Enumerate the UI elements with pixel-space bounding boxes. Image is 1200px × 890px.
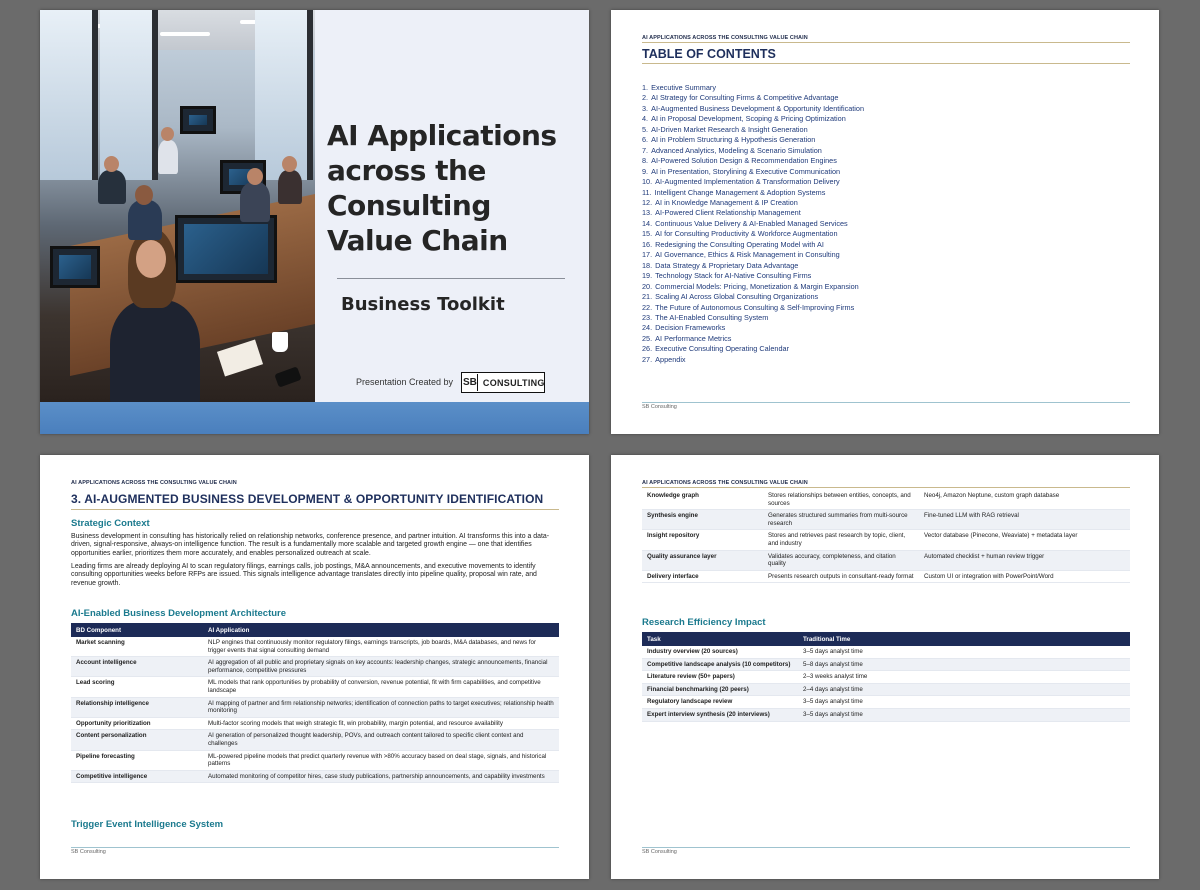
table-cell: Automated monitoring of competitor hires, case study publications, partnership announcements, and capability investments [203, 770, 559, 783]
table-cell: 3–5 days analyst time [798, 696, 1130, 709]
toc-item-label: AI-Augmented Implementation & Transformation Delivery [655, 177, 840, 187]
office-photo [40, 10, 315, 402]
table-cell: Stores relationships between entities, concepts, and sources [763, 490, 919, 510]
toc-item-number: 21. [642, 292, 653, 302]
row-label-cell: Synthesis engine [642, 510, 763, 530]
toc-item-label: The AI-Enabled Consulting System [655, 312, 769, 322]
table-cell: AI generation of personalized thought leadership, POVs, and outreach content tailored to specific client context and challenges [203, 730, 559, 750]
toc-item[interactable] [642, 344, 864, 354]
toc-item[interactable] [642, 303, 864, 313]
table-row [642, 550, 1130, 570]
footer-text: SB Consulting [642, 404, 677, 410]
table-cell: Fine-tuned LLM with RAG retrieval [919, 510, 1130, 530]
row-label-cell: Knowledge graph [642, 490, 763, 510]
table-cell: NLP engines that continuously monitor regulatory filings, earnings transcripts, job boards, M&A databases, and news for trigger events that signal consulting demand [203, 637, 559, 657]
section-title: 3. AI-AUGMENTED BUSINESS DEVELOPMENT & OPPORTUNITY IDENTIFICATION [71, 492, 544, 506]
table-row [71, 770, 559, 783]
toc-item[interactable] [642, 125, 864, 135]
toc-item-number: 2. [642, 93, 649, 103]
column-header: Task [642, 632, 798, 646]
toc-item[interactable] [642, 83, 864, 93]
table-row [71, 717, 559, 730]
footer-rule [642, 847, 1130, 848]
toc-item-number: 17. [642, 250, 653, 260]
sb-consulting-logo [461, 372, 545, 393]
row-label-cell: Account intelligence [71, 657, 203, 677]
toc-item[interactable] [642, 355, 864, 365]
toc-page [611, 10, 1159, 434]
toc-item-number: 4. [642, 114, 649, 124]
strategic-context-heading: Strategic Context [71, 518, 150, 529]
table-row [642, 646, 1130, 658]
table-row [642, 510, 1130, 530]
toc-item-label: Executive Consulting Operating Calendar [655, 344, 790, 354]
architecture-heading: AI-Enabled Business Development Architecture [71, 608, 287, 619]
toc-item-label: The Future of Autonomous Consulting & Self-Improving Firms [655, 302, 855, 312]
toc-item[interactable] [642, 146, 864, 156]
cover-page [40, 10, 589, 434]
row-label-cell: Lead scoring [71, 677, 203, 697]
table-cell: AI aggregation of all public and proprietary signals on key accounts: leadership changes, strategic announcements, financial performance, competitive pressures [203, 657, 559, 677]
toc-item-number: 24. [642, 323, 653, 333]
toc-item-number: 26. [642, 344, 653, 354]
table-cell: Presents research outputs in consultant-ready format [763, 570, 919, 583]
row-label-cell: Literature review (50+ papers) [642, 671, 798, 684]
row-label-cell: Quality assurance layer [642, 550, 763, 570]
footer-rule [71, 847, 559, 848]
row-label-cell: Competitive intelligence [71, 770, 203, 783]
toc-item-label: Redesigning the Consulting Operating Model with AI [655, 239, 824, 249]
cover-title-panel [315, 10, 589, 402]
toc-item-label: AI-Powered Solution Design & Recommendation Engines [651, 156, 837, 166]
toc-list [642, 83, 864, 365]
toc-item-number: 19. [642, 271, 653, 281]
table-header-row [71, 623, 559, 637]
row-label-cell: Content personalization [71, 730, 203, 750]
toc-item[interactable] [642, 135, 864, 145]
toc-item-number: 22. [642, 302, 653, 312]
toc-item-number: 13. [642, 208, 653, 218]
toc-item-label: AI in Proposal Development, Scoping & Pricing Optimization [651, 114, 846, 124]
toc-item-number: 20. [642, 281, 653, 291]
column-header: BD Component [71, 623, 203, 637]
table-cell: Multi-factor scoring models that weigh strategic fit, win probability, margin potential, and resource availability [203, 717, 559, 730]
toc-item[interactable] [642, 188, 864, 198]
toc-item[interactable] [642, 114, 864, 124]
context-paragraph-2: Leading firms are already deploying AI to scan regulatory filings, earnings calls, job postings, M&A announcements, and executive movements to identify consulting opportunities weeks before RFPs are issued. This signals intelligence advantage translates directly into pipeline quality, proposal win rate, and revenue growth. [71, 563, 537, 587]
toc-item[interactable] [642, 240, 864, 250]
toc-item-label: Decision Frameworks [655, 323, 726, 333]
row-label-cell: Industry overview (20 sources) [642, 646, 798, 658]
table-row [71, 750, 559, 770]
table-cell: Custom UI or integration with PowerPoint/Word [919, 570, 1130, 583]
table-row [642, 530, 1130, 550]
toc-item-label: Technology Stack for AI-Native Consulting Firms [655, 271, 812, 281]
toc-item-number: 27. [642, 354, 653, 364]
title-rule [642, 63, 1130, 64]
footer-text: SB Consulting [642, 849, 677, 855]
table-cell: Generates structured summaries from multi-source research [763, 510, 919, 530]
row-label-cell: Market scanning [71, 637, 203, 657]
logo-name: CONSULTING [482, 377, 545, 388]
table-row [71, 697, 559, 717]
cover-subtitle: Business Toolkit [341, 294, 505, 315]
toc-item-label: AI in Problem Structuring & Hypothesis Generation [651, 135, 816, 145]
table-row [71, 677, 559, 697]
toc-item-number: 11. [642, 187, 652, 197]
column-header: AI Application [203, 623, 559, 637]
research-stack-table [642, 490, 1130, 583]
toc-item[interactable] [642, 229, 864, 239]
toc-item-label: AI for Consulting Productivity & Workforce Augmentation [655, 229, 838, 239]
table-row [642, 708, 1130, 721]
cover-divider [337, 278, 565, 279]
toc-item-label: Appendix [655, 354, 686, 364]
table-cell: 2–3 weeks analyst time [798, 671, 1130, 684]
row-label-cell: Competitive landscape analysis (10 competitors) [642, 658, 798, 671]
created-by-label: Presentation Created by [356, 377, 454, 387]
toc-item-label: AI-Powered Client Relationship Management [655, 208, 801, 218]
toc-item-label: AI-Augmented Business Development & Opportunity Identification [651, 103, 865, 113]
table-header-row [642, 632, 1130, 646]
toc-item[interactable] [642, 177, 864, 187]
table-cell: 3–5 days analyst time [798, 646, 1130, 658]
row-label-cell: Expert interview synthesis (20 interviews) [642, 708, 798, 721]
toc-item-number: 5. [642, 124, 649, 134]
table-cell: AI mapping of partner and firm relationship networks; identification of connection paths to target executives; relationship health monitoring [203, 697, 559, 717]
toc-item-number: 16. [642, 239, 653, 249]
toc-title: TABLE OF CONTENTS [642, 47, 776, 61]
header-rule [642, 487, 1130, 488]
toc-item-label: AI in Knowledge Management & IP Creation [655, 197, 798, 207]
header-rule [642, 42, 1130, 43]
table-cell: Vector database (Pinecone, Weaviate) + metadata layer [919, 530, 1130, 550]
toc-item[interactable] [642, 334, 864, 344]
cover-title: AI Applications across the Consulting Value Chain [327, 119, 557, 257]
table-cell: 3–5 days analyst time [798, 708, 1130, 721]
toc-item[interactable] [642, 198, 864, 208]
footer-text: SB Consulting [71, 849, 106, 855]
running-header: AI APPLICATIONS ACROSS THE CONSULTING VALUE CHAIN [642, 35, 808, 41]
section-3-page [40, 455, 589, 879]
cover-footer-bar [40, 402, 589, 434]
toc-item[interactable] [642, 313, 864, 323]
trigger-heading: Trigger Event Intelligence System [71, 819, 224, 830]
table-cell: Neo4j, Amazon Neptune, custom graph database [919, 490, 1130, 510]
toc-item[interactable] [642, 93, 864, 103]
toc-item-label: AI Governance, Ethics & Risk Management in Consulting [655, 250, 840, 260]
table-row [71, 637, 559, 657]
toc-item-number: 25. [642, 333, 653, 343]
table-cell: ML models that rank opportunities by probability of conversion, revenue potential, fit with firm capabilities, and competitive landscape [203, 677, 559, 697]
table-row [71, 657, 559, 677]
toc-item[interactable] [642, 156, 864, 166]
table-row [642, 696, 1130, 709]
table-row [642, 671, 1130, 684]
toc-item-number: 3. [642, 103, 649, 113]
row-label-cell: Relationship intelligence [71, 697, 203, 717]
column-header: Traditional Time [798, 632, 1130, 646]
toc-item-label: Executive Summary [651, 83, 716, 92]
running-header: AI APPLICATIONS ACROSS THE CONSULTING VALUE CHAIN [642, 480, 808, 486]
toc-item-label: Intelligent Change Management & Adoption Systems [654, 187, 826, 197]
table-row [642, 658, 1130, 671]
toc-item-label: AI-Driven Market Research & Insight Generation [651, 124, 808, 134]
toc-item-number: 7. [642, 145, 649, 155]
row-label-cell: Pipeline forecasting [71, 750, 203, 770]
bd-architecture-table [71, 623, 559, 783]
row-label-cell: Delivery interface [642, 570, 763, 583]
table-cell: Validates accuracy, completeness, and citation quality [763, 550, 919, 570]
toc-item[interactable] [642, 104, 864, 114]
logo-initials: SB [463, 374, 478, 391]
toc-item-number: 15. [642, 229, 653, 239]
row-label-cell: Regulatory landscape review [642, 696, 798, 709]
toc-item-number: 14. [642, 218, 653, 228]
toc-item-number: 23. [642, 312, 653, 322]
toc-item[interactable] [642, 323, 864, 333]
toc-item[interactable] [642, 261, 864, 271]
table-cell: 5–8 days analyst time [798, 658, 1130, 671]
table-cell: Stores and retrieves past research by topic, client, and industry [763, 530, 919, 550]
toc-item-number: 10. [642, 177, 653, 187]
toc-item[interactable] [642, 282, 864, 292]
toc-item-label: AI Performance Metrics [655, 333, 732, 343]
row-label-cell: Financial benchmarking (20 peers) [642, 683, 798, 696]
table-row [642, 683, 1130, 696]
toc-item-number: 6. [642, 135, 649, 145]
toc-item-number: 9. [642, 166, 649, 176]
table-cell: Automated checklist + human review trigger [919, 550, 1130, 570]
toc-item-label: Scaling AI Across Global Consulting Organizations [655, 292, 819, 302]
toc-item-number: 8. [642, 156, 649, 166]
toc-item-number: 1. [642, 83, 649, 92]
toc-item-label: Data Strategy & Proprietary Data Advantage [655, 260, 799, 270]
toc-item-label: AI in Presentation, Storylining & Executive Communication [651, 166, 841, 176]
toc-item-number: 18. [642, 260, 653, 270]
toc-item[interactable] [642, 250, 864, 260]
table-row [71, 730, 559, 750]
running-header: AI APPLICATIONS ACROSS THE CONSULTING VALUE CHAIN [71, 480, 237, 486]
row-label-cell: Opportunity prioritization [71, 717, 203, 730]
toc-item-label: Commercial Models: Pricing, Monetization & Margin Expansion [655, 281, 859, 291]
context-paragraph-1: Business development in consulting has historically relied on relationship networks, conference presence, and partner intuition. AI transforms this into a data-driven, signal-responsive, always-on intelligence function. The result is a fundamentally more scalable and targeted growth engine — one that identifies opportunities earlier, prioritizes them more accurately, and enables personalized outreach at scale. [71, 533, 550, 557]
toc-item[interactable] [642, 292, 864, 302]
research-efficiency-table [642, 632, 1130, 722]
table-cell: ML-powered pipeline models that predict quarterly revenue with >80% accuracy based on deal stage, signals, and historical patterns [203, 750, 559, 770]
toc-item-number: 12. [642, 197, 653, 207]
table-row [642, 490, 1130, 510]
toc-item-label: Continuous Value Delivery & AI-Enabled Managed Services [655, 218, 848, 228]
table-cell: 2–4 days analyst time [798, 683, 1130, 696]
row-label-cell: Insight repository [642, 530, 763, 550]
toc-item-label: AI Strategy for Consulting Firms & Competitive Advantage [651, 93, 839, 103]
toc-item[interactable] [642, 271, 864, 281]
toc-item-label: Advanced Analytics, Modeling & Scenario Simulation [651, 145, 822, 155]
toc-item[interactable] [642, 167, 864, 177]
research-page [611, 455, 1159, 879]
toc-item[interactable] [642, 208, 864, 218]
title-rule [71, 509, 559, 510]
toc-item[interactable] [642, 219, 864, 229]
table-row [642, 570, 1130, 583]
efficiency-heading: Research Efficiency Impact [642, 617, 766, 628]
footer-rule [642, 402, 1130, 403]
